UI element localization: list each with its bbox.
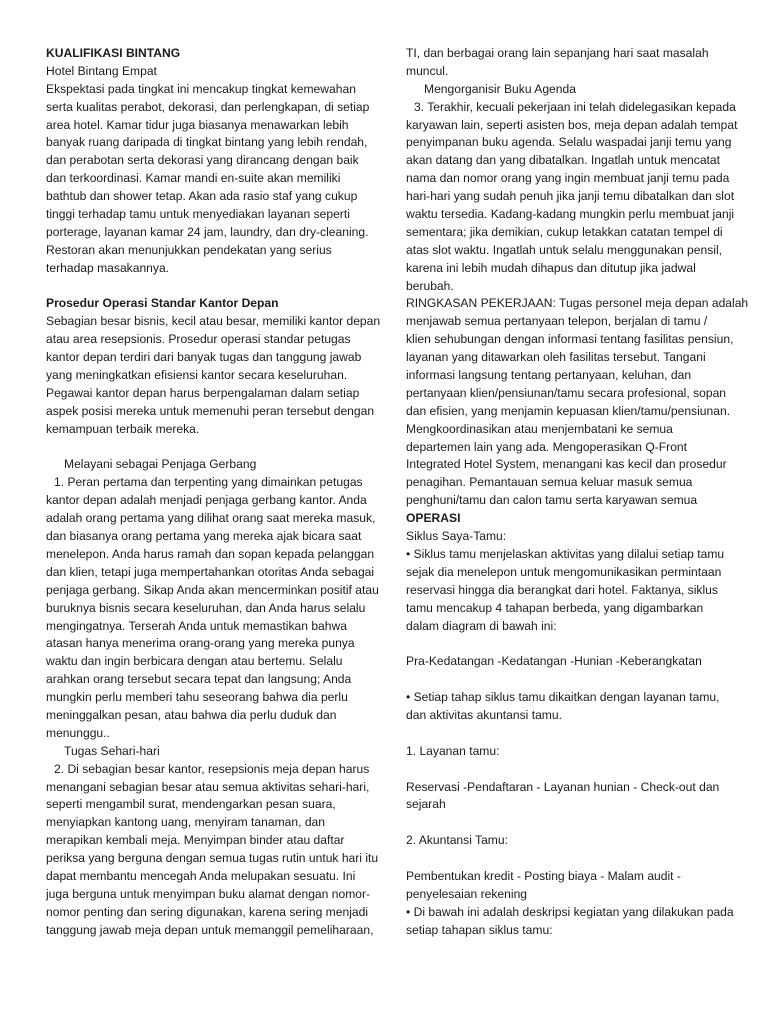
text-line: nama dan nomor orang yang ingin membuat janji temu pada [406,171,730,186]
text-line: arahkan orang tersebut secara tepat dan langsung; Anda [46,672,352,687]
subheading-agenda: Mengorganisir Buku Agenda [424,81,576,96]
agenda-text [406,99,749,510]
text-line: atasan hanya menerima orang-orang yang mereka punya [46,636,355,651]
text-line: dalam diagram di bawah ini: [406,618,557,633]
text-line: dan efisien, yang menjamin kepuasan klien/tamu/pensiunan. [406,403,731,418]
text-line: Ekspektasi pada tingkat ini mencakup tingkat kemewahan [46,81,356,96]
text-line: • Di bawah ini adalah deskripsi kegiatan yang dilakukan pada [406,904,734,919]
sop-text [46,313,381,438]
paragraph-gap [46,439,376,457]
text-line: kantor depan terdiri dari banyak tugas dan tanggung jawab [46,350,362,365]
text-line: akan datang dan yang dibatalkan. Ingatlah untuk mencatat [406,153,721,168]
text-line: Reservasi -Pendaftaran - Layanan hunian - Check-out dan [406,779,720,794]
text-line: Mengkoordinasikan atau menjembatani ke semua [406,421,673,436]
text-line: • Setiap tahap siklus tamu dikaitkan dengan layanan tamu, [406,690,720,705]
text-line: sementara; jika demikian, cukup letakkan catatan tempel di [406,224,723,239]
text-line: nomor penting dan sering digunakan, karena sering menjadi [46,904,369,919]
text-line: penyelesaian rekening [406,886,528,901]
paragraph-gap [46,278,376,296]
text-line: yang meningkatkan efisiensi kantor secara keseluruhan. [46,368,348,383]
text-line: waktu dan ingin berbicara dengan atau bertemu. Selalu [46,654,343,669]
continued-text [406,45,736,81]
text-line: kemampuan terbaik mereka. [46,421,200,436]
text-line: layanan yang ditawarkan oleh fasilitas tersebut. Tangani [406,350,706,365]
daily-tasks-text [46,761,379,940]
text-line: menunggu.. [46,725,110,740]
text-line: dan terkoordinasi. Kamar mandi en-suite akan memiliki [46,171,341,186]
text-line: menyiapkan kantong uang, menyiram tanaman, dan [46,815,326,830]
text-line: dan klien, tetapi juga mempertahankan otoritas Anda sebagai [46,564,375,579]
text-line: muncul. [406,63,449,78]
text-line: meninggalkan pesan, atau bahwa dia perlu duduk dan [46,707,337,722]
text-line: karena ini lebih mudah dihapus dan ditutup jika jadwal [406,260,696,275]
text-line: berubah. [406,278,454,293]
section-title-sop: Prosedur Operasi Standar Kantor Depan [46,296,279,311]
text-line: area hotel. Kamar tidur juga biasanya menawarkan lebih [46,117,349,132]
text-line: sejak dia menelepon untuk mengomunikasikan permintaan [406,564,722,579]
text-line: penagihan. Pemantauan semua keluar masuk semua [406,475,693,490]
text-line: Integrated Hotel System, menangani kas kecil dan prosedur [406,457,727,472]
guest-service-heading: 1. Layanan tamu: [406,743,500,758]
text-line: kantor depan adalah menjadi penjaga gerbang kantor. Anda [46,493,367,508]
text-line: periksa yang berguna dengan semua tugas rutin untuk hari itu [46,851,379,866]
paragraph-gap [406,725,736,743]
text-line: bathtub dan shower tetap. Akan ada rasio staf yang cukup [46,189,358,204]
text-line: porterage, layanan kamar 24 jam, laundry, dan dry-cleaning. [46,224,369,239]
paragraph-gap [406,635,736,653]
left-column [46,45,381,940]
text-line: banyak ruang daripada di tingkat bintang yang lebih rendah, [46,135,368,150]
star-qualification-text [46,63,376,278]
guest-cycle-text [406,528,736,635]
text-line: Sebagian besar bisnis, kecil atau besar, memiliki kantor depan [46,314,381,329]
stage-linkage-text [406,689,736,725]
text-line: 3. Terakhir, kecuali pekerjaan ini telah didelegasikan kepada [414,99,736,114]
text-line: juga berguna untuk menyimpan buku alamat dengan nomor- [46,886,371,901]
text-line: penyimpanan buku agenda. Selalu waspadai janji temu yang [406,135,732,150]
text-line: mengingatnya. Terserah Anda untuk memastikan bahwa [46,618,347,633]
text-line: tinggi terhadap tamu untuk menyediakan layanan seperti [46,207,350,222]
paragraph-gap [406,814,736,832]
text-line: Pegawai kantor depan harus berpengalaman dalam setiap [46,385,360,400]
text-line: menjawab semua pertanyaan telepon, berjalan di tamu / [406,314,708,329]
text-line: adalah orang pertama yang dilihat orang saat mereka masuk, [46,511,376,526]
text-line: atau area resepsionis. Prosedur operasi standar petugas [46,332,351,347]
text-line: TI, dan berbagai orang lain sepanjang hari saat masalah [406,46,709,60]
text-line: Hotel Bintang Empat [46,63,157,78]
text-line: pertanyaan klien/pensiunan/tamu secara profesional, sopan [406,385,727,400]
text-line: Pembentukan kredit - Posting biaya - Malam audit - [406,868,681,883]
text-line: karyawan lain, seperti asisten bos, meja depan adalah tempat [406,117,738,132]
text-line: serta kualitas perabot, dekorasi, dan perlengkapan, di setiap [46,99,370,114]
text-line: atas slot waktu. Ingatlah untuk selalu menggunakan pensil, [406,242,722,257]
right-column [406,45,749,940]
text-line: dapat membantu mencegah Anda melupakan sesuatu. Ini [46,868,356,883]
guest-service-steps [406,779,736,815]
text-line: hari-hari yang sudah penuh jika janji temu dibatalkan dan slot [406,189,735,204]
text-line: 1. Peran pertama dan terpenting yang dimainkan petugas [54,475,363,490]
text-line: penghuni/tamu dan calon tamu serta karyawan semua [406,493,698,508]
text-line: 2. Di sebagian besar kantor, resepsionis meja depan harus [54,761,370,776]
text-line: sejarah [406,797,446,812]
guest-cycle-stages: Pra-Kedatangan -Kedatangan -Hunian -Keberangkatan [406,654,702,669]
text-line: dan aktivitas akuntansi tamu. [406,707,562,722]
subheading-gatekeeper: Melayani sebagai Penjaga Gerbang [64,457,257,472]
section-title-star-qualification: KUALIFIKASI BINTANG [46,46,181,60]
text-line: seperti mengambil surat, mendengarkan pesan suara, [46,797,336,812]
text-line: penjaga gerbang. Sikap Anda akan mencerminkan positif atau [46,582,379,597]
paragraph-gap [406,850,736,868]
section-title-operations: OPERASI [406,511,461,526]
text-line: buruknya bisnis secara keseluruhan, dan Anda harus selalu [46,600,366,615]
text-line: departemen lain yang ada. Mengoperasikan Q-Front [406,439,688,454]
paragraph-gap [406,671,736,689]
guest-accounting-steps [406,868,736,940]
text-line: Restoran akan menunjukkan pendekatan yang serius [46,242,332,257]
text-line: dan biasanya orang pertama yang mereka ajak bicara saat [46,529,362,544]
text-line: informasi langsung tentang pertanyaan, keluhan, dan [406,368,692,383]
text-line: dan perabotan serta dekorasi yang dirancang dengan baik [46,153,359,168]
text-line: merapikan kembali meja. Menyimpan binder atau daftar [46,833,345,848]
text-line: RINGKASAN PEKERJAAN: Tugas personel meja depan adalah [406,296,749,311]
text-line: tanggung jawab meja depan untuk memanggil pemeliharaan, [46,922,374,937]
text-line: menelepon. Anda harus ramah dan sopan kepada pelanggan [46,546,375,561]
guest-accounting-heading: 2. Akuntansi Tamu: [406,833,508,848]
gatekeeper-text [46,474,379,742]
paragraph-gap [406,761,736,779]
text-line: mungkin perlu memberi tahu seseorang bahwa dia perlu [46,690,348,705]
text-line: menangani sebagian besar atau semua aktivitas sehari-hari, [46,779,370,794]
text-line: aspek posisi mereka untuk memenuhi peran tersebut dengan [46,403,375,418]
text-line: tamu mencakup 4 tahapan berbeda, yang digambarkan [406,600,704,615]
text-line: Siklus Saya-Tamu: [406,529,507,544]
subheading-daily-tasks: Tugas Sehari-hari [64,743,160,758]
text-line: waktu tersedia. Kadang-kadang mungkin perlu membuat janji [406,207,735,222]
text-line: klien sehubungan dengan informasi tentang fasilitas pensiun, [406,332,734,347]
text-line: terhadap masakannya. [46,260,170,275]
text-line: • Siklus tamu menjelaskan aktivitas yang dilalui setiap tamu [406,546,725,561]
text-line: setiap tahapan siklus tamu: [406,922,553,937]
text-line: reservasi hingga dia berangkat dari hotel. Faktanya, siklus [406,582,718,597]
